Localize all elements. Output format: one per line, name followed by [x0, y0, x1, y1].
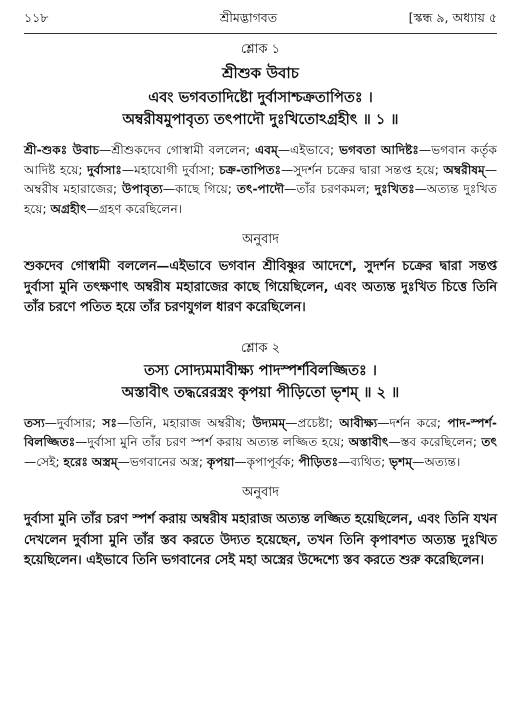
synonym-term: তৎ-পাদৌ	[236, 182, 285, 196]
synonym-term: অগ্রহীৎ	[50, 201, 87, 216]
verse-2-title: শ্লোক ২	[240, 340, 281, 356]
synonym-term: চক্র-তাপিতঃ	[219, 162, 282, 177]
synonym-meaning: —ব্যথিত;	[338, 454, 390, 469]
synonym-meaning: —অম্বরীষ মহারাজের;	[24, 162, 497, 196]
synonym-term: দুর্বাসাঃ	[87, 162, 122, 177]
page-number: ১১৮	[24, 10, 49, 25]
synonym-term: অস্তাবীৎ	[348, 435, 389, 449]
synonym-term: দুঃখিতঃ	[374, 182, 415, 196]
synonym-meaning: —স্তব করেছিলেন;	[388, 435, 482, 449]
synonym-meaning: —দুর্বাসা মুনি তাঁর চরণ স্পর্শ করায় অত্যন্ত লজ্জিত হয়ে;	[75, 435, 349, 449]
synonym-meaning: —মহাযোগী দুর্বাসা;	[121, 162, 220, 177]
verse-1-line-2: অম্বরীষমুপাবৃত্য তৎপাদৌ দুঃখিতোঽগ্রহীৎ ॥ ১ ॥	[122, 112, 399, 128]
synonym-term: উদ্যমম্	[252, 415, 286, 430]
verse-1-line-1: এবং ভগবতাদিষ্টো দুর্বাসাশ্চক্রতাপিতঃ ।	[148, 90, 373, 106]
synonym-meaning: —দুর্বাসার;	[44, 415, 103, 430]
synonym-meaning: —দর্শন করে;	[377, 415, 448, 430]
synonym-meaning: —ভগবানের অস্ত্র;	[117, 454, 207, 469]
synonym-term: শ্রী-শুকঃ উবাচ	[24, 143, 100, 157]
synonym-meaning: —কাছে গিয়ে;	[162, 182, 237, 196]
synonym-meaning: —কৃপাপূর্বক;	[234, 454, 299, 469]
synonym-term: সঃ	[102, 415, 118, 430]
synonym-meaning: —সেই;	[24, 454, 64, 469]
synonym-meaning: —সুদর্শন চক্রের দ্বারা সন্তপ্ত হয়ে;	[281, 162, 444, 177]
synonym-meaning: —তাঁর চরণকমল;	[284, 182, 375, 196]
header-rule	[24, 33, 497, 34]
synonym-term: এবম্	[255, 143, 278, 157]
verse-2-translation-title: অনুবাদ	[242, 485, 279, 500]
synonym-term: পীড়িতঃ	[298, 454, 339, 469]
synonym-meaning: —তিনি, মহারাজ অম্বরীষ;	[117, 415, 253, 430]
synonym-meaning: —প্রচেষ্টা;	[285, 415, 340, 430]
synonym-meaning: —গ্রহণ করেছিলেন।	[86, 201, 183, 216]
verse-2-synonyms	[24, 414, 497, 473]
page-header	[24, 10, 497, 30]
synonym-term: পাদ-স্পর্শ-বিলজ্জিতঃ	[24, 415, 497, 449]
verse-1-translation: শুকদেব গোস্বামী বললেন—এইভাবে ভগবান শ্রীবিষ্ণুর আদেশে, সুদর্শন চক্রের দ্বারা সন্তপ্ত দুর্বাসা মুনি তৎক্ষণাৎ অম্বরীষ মহারাজের কাছে গিয়েছিলেন, এবং অত্যন্ত দুঃখিত চিত্তে তিনি তাঁর চরণে পতিত হয়ে তাঁর চরণযুগল ধারণ করেছিলেন।	[24, 259, 497, 315]
synonym-term: আবীক্ষ্য	[339, 415, 378, 430]
synonym-term: অস্ত্রম্	[91, 454, 118, 469]
verse-1-title: শ্লোক ১	[240, 42, 281, 57]
synonym-term: উপাবৃত্য	[122, 182, 163, 196]
synonym-meaning: —শ্রীশুকদেব গোস্বামী বললেন;	[99, 143, 256, 157]
synonym-meaning: —ভগবান কর্তৃক আদিষ্ট হয়ে;	[24, 143, 497, 177]
verse-2-translation: দুর্বাসা মুনি তাঁর চরণ স্পর্শ করায় অম্বরীষ মহারাজ অত্যন্ত লজ্জিত হয়েছিলেন, এবং তিনি যখন দেখলেন দুর্বাসা মুনি তাঁর স্তব করতে উদ্যত হয়েছেন, তখন তিনি কৃপাবশত অত্যন্ত দুঃখিত হয়েছিলেন। এইভাবে তিনি ভগবানের সেই মহা অস্ত্রের উদ্দেশ্যে স্তব করতে শুরু করেছিলেন।	[24, 512, 497, 568]
synonym-meaning: —অত্যন্ত।	[412, 454, 461, 469]
verse-2-line-2: অস্তাবীৎ তদ্ধরেরস্ত্রং কৃপয়া পীড়িতো ভৃশম্ ॥ ২ ॥	[121, 384, 400, 401]
section-reference: [স্কন্ধ ৯, অধ্যায় ৫	[408, 10, 497, 25]
verse-1-synonyms	[24, 141, 497, 219]
synonym-term: কৃপয়া	[206, 454, 235, 469]
synonym-term: তৎ	[481, 435, 498, 449]
synonym-meaning: —এইভাবে;	[277, 143, 340, 157]
synonym-meaning: —অত্যন্ত দুঃখিত হয়ে;	[24, 182, 498, 216]
book-title: শ্রীমদ্ভাগবত	[219, 10, 278, 25]
synonym-term: হরেঃ	[63, 454, 89, 469]
synonym-term: ভগবতা আদিষ্টঃ	[339, 143, 419, 157]
synonym-term: ভৃশম্	[389, 454, 413, 469]
verse-2-line-1: তস্য সোদ্যমমাবীক্ষ্য পাদস্পর্শবিলজ্জিতঃ ।	[144, 362, 377, 379]
synonym-term: তস্য	[24, 415, 45, 430]
verse-1-translation-title: অনুবাদ	[242, 232, 279, 247]
verse-1-speaker: শ্রীশুক উবাচ	[222, 64, 299, 82]
synonym-term: অম্বরীষম্	[443, 162, 485, 177]
